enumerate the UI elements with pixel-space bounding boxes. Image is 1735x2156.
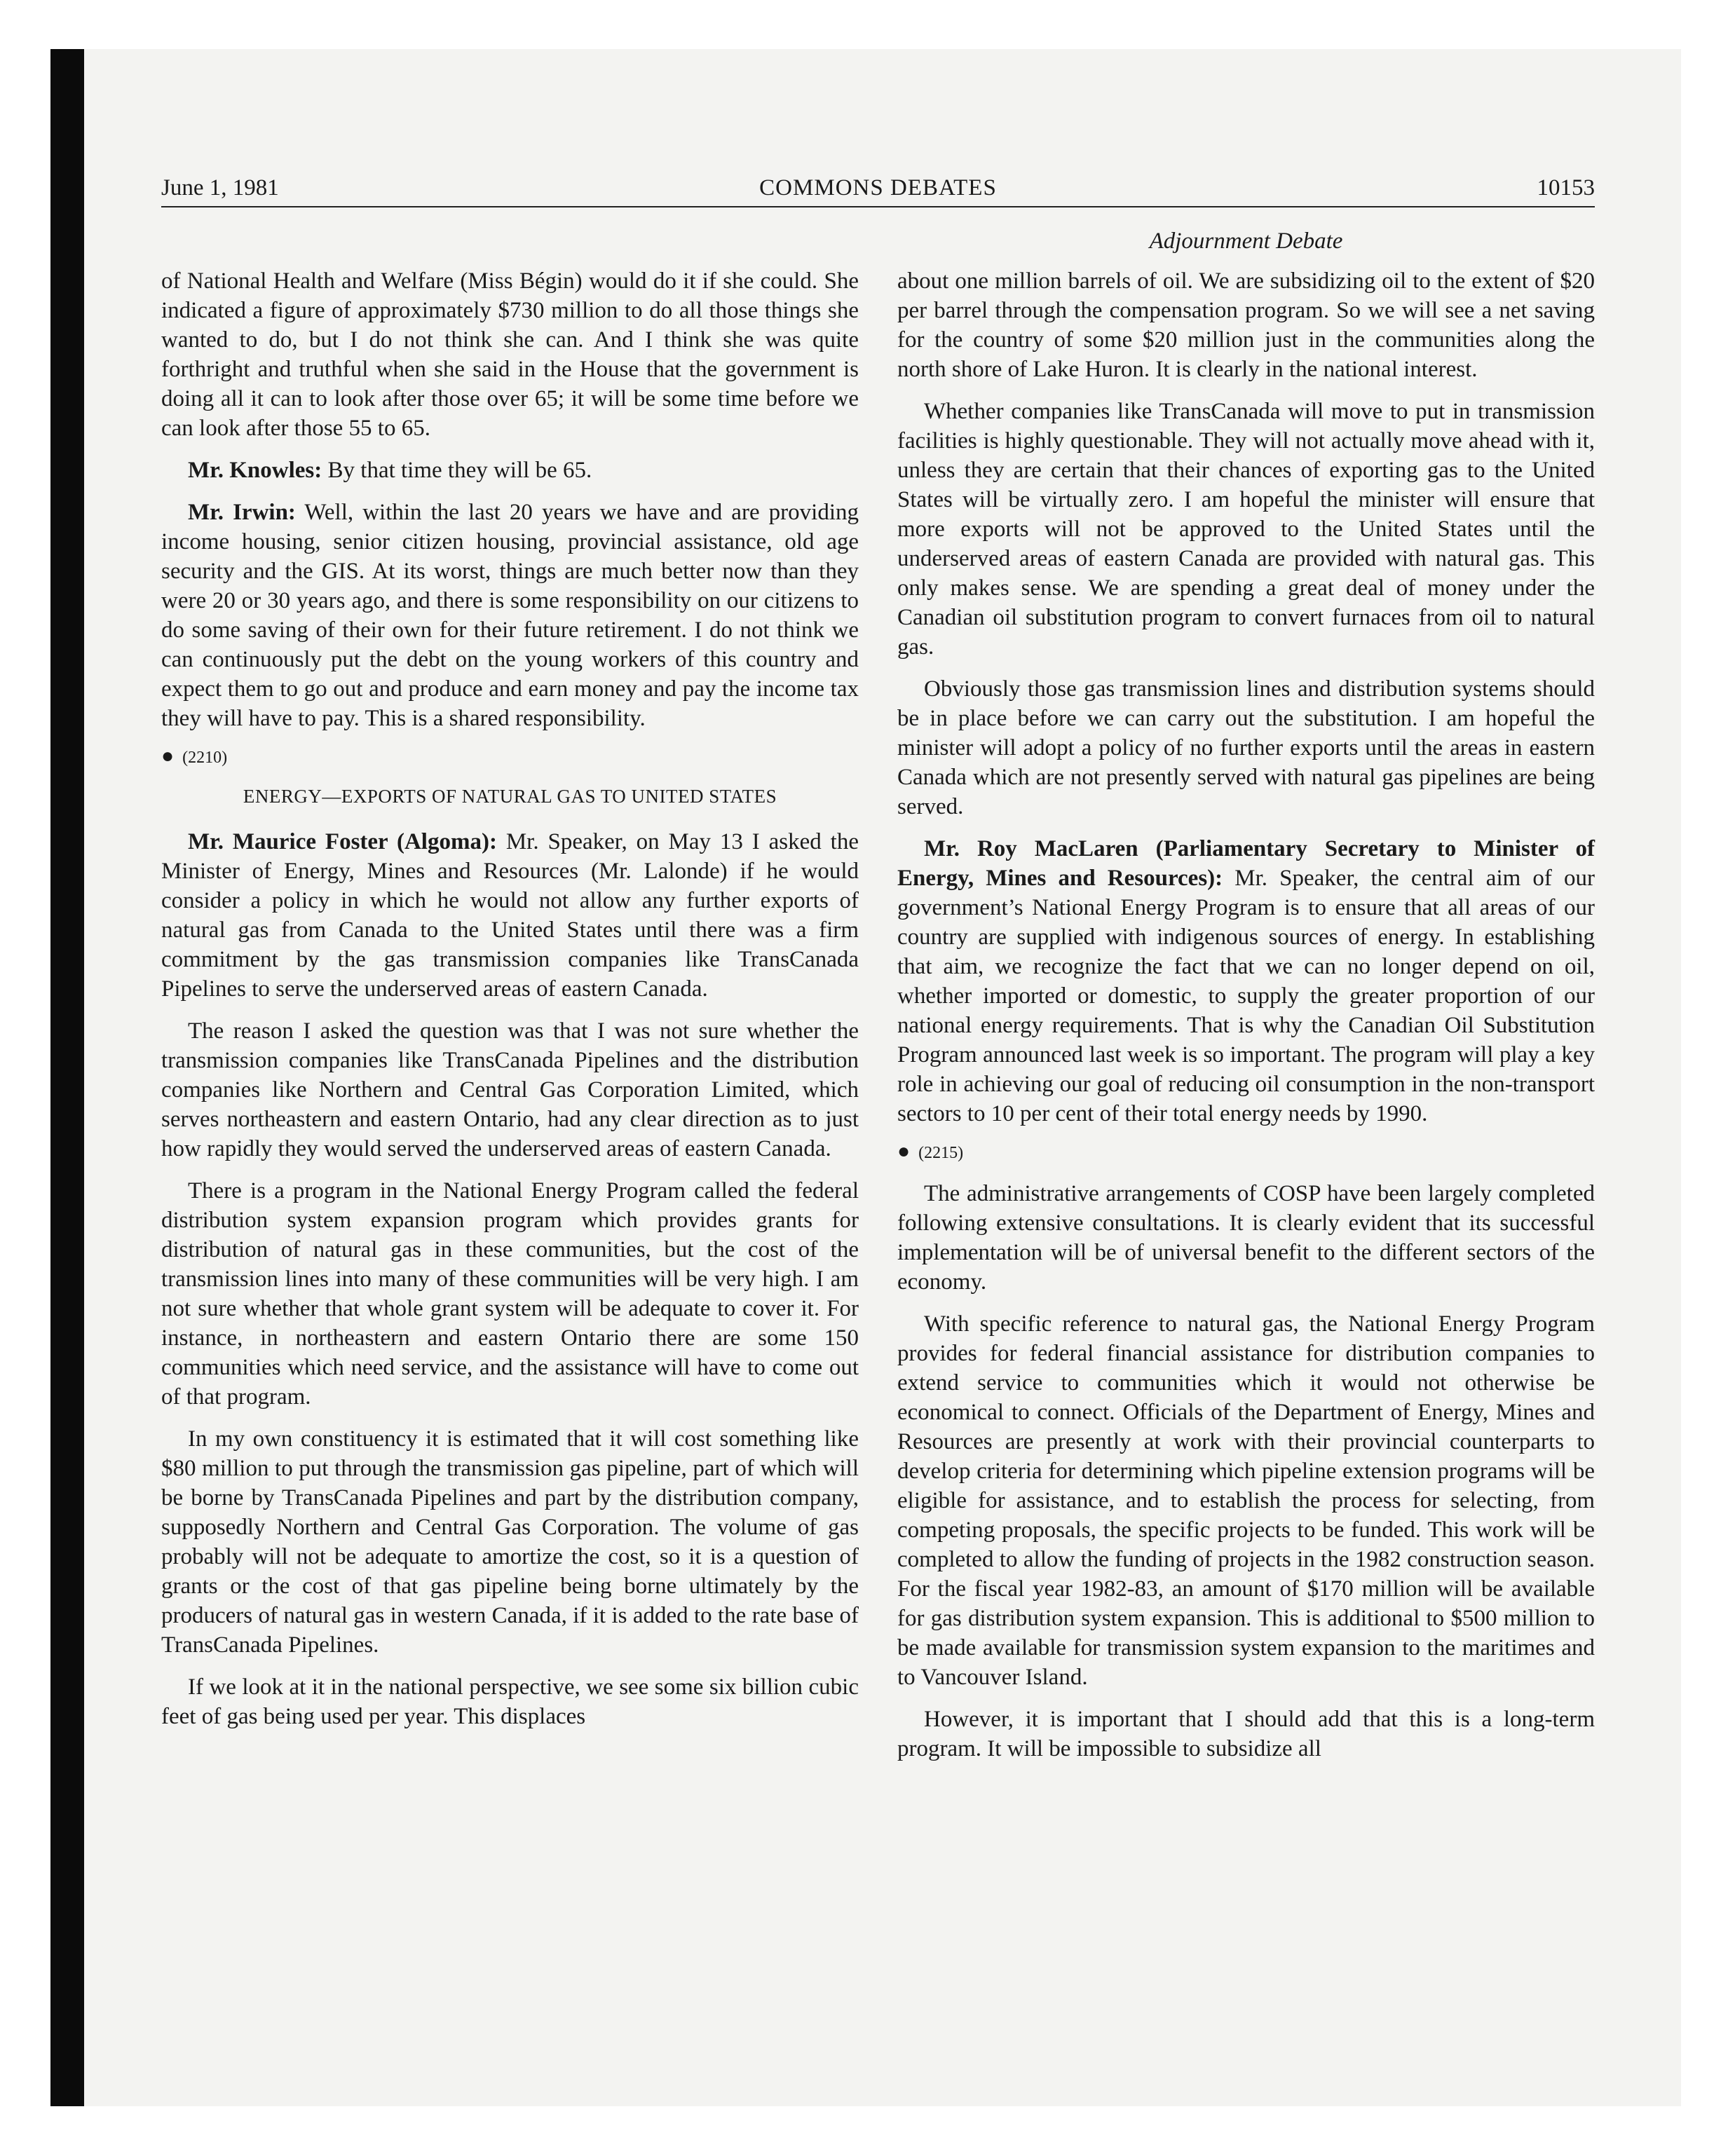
header-publication: COMMONS DEBATES (759, 175, 997, 200)
paragraph: However, it is important that I should add that this is a long-term program. It will be impossible to subsidize all (897, 1707, 1595, 1761)
paragraph: Obviously those gas transmission lines and distribution systems should be in place before we can carry out the substitution. I am hopeful the minister will adopt a policy of no further exports until the areas in eastern Canada which are not presently served with natural gas pipelines are being served. (897, 676, 1595, 819)
bullet-icon: ● (897, 1140, 911, 1163)
paragraph: about one million barrels of oil. We are subsidizing oil to the extent of $20 per barrel through the compensation program. So we will see a net saving for the country of some $20 million just in the communities along the north shore of Lake Huron. It is clearly in the national interest. (897, 268, 1595, 382)
paragraph (161, 827, 859, 1004)
speech-text: Mr. Speaker, on May 13 I asked the Minister of Energy, Mines and Resources (Mr. Lalonde) if he would consider a policy in which he would not allow any further exports of natural gas from Canada to the United States until there was a firm commitment by the gas transmission companies like TransCanada Pipelines to serve the underserved areas of eastern Canada. (161, 829, 859, 1002)
time-marker-text: (2215) (918, 1144, 964, 1162)
paragraph: The reason I asked the question was that I was not sure whether the transmission companies like TransCanada Pipelines and the distribution companies like Northern and Central Gas Corporation Limited, which serves northeastern and eastern Ontario, had any clear direction as to just how rapidly they would served the underserved areas of eastern Canada. (161, 1018, 859, 1161)
paragraph: Whether companies like TransCanada will move to put in transmission facilities is highly questionable. They will not actually move ahead with it, unless they are certain that their chances of exporting gas to the United States will be virtually zero. I am hopeful the minister will ensure that more exports will not be approved to the United States until the underserved areas of eastern Canada are provided with natural gas. This only makes sense. We are spending a great deal of money under the Canadian oil substitution program to convert furnaces from oil to natural gas. (897, 399, 1595, 660)
paragraph: There is a program in the National Energy Program called the federal distribution system expansion program which provides grants for distribution of natural gas in these communities, but the cost of the transmission lines into many of these communities will be very high. I am not sure whether that whole grant system will be adequate to cover it. For instance, in northeastern and eastern Ontario there are some 150 communities which need service, and the assistance will have to come out of that program. (161, 1178, 859, 1410)
bullet-icon: ● (161, 744, 175, 767)
paragraph: If we look at it in the national perspective, we see some six billion cubic feet of gas being used per year. This displaces (161, 1674, 859, 1729)
speech-text: Mr. Speaker, the central aim of our government’s National Energy Program is to ensure that all areas of our country are supplied with indigenous sources of energy. In establishing that aim, we recognize the fact that we can no longer depend on oil, whether imported or domestic, to supply the greater proportion of our national energy requirements. That is why the Canadian Oil Substitution Program announced last week is so important. The program will play a key role in achieving our goal of reducing oil consumption in the non-transport sectors to 10 per cent of their total energy needs by 1990. (897, 866, 1595, 1126)
paragraph: of National Health and Welfare (Miss Bégin) would do it if she could. She indicated a figure of approximately $730 million to do all those things she wanted to do, but I do not think she can. And I think she was quite forthright and truthful when she said in the House that the government is doing all it can to look after those over 65; it will be some time before we can look after those 55 to 65. (161, 268, 859, 441)
speaker-name: Mr. Knowles: (188, 458, 322, 483)
speaker-name: Mr. Maurice Foster (Algoma): (188, 829, 497, 854)
header-date: June 1, 1981 (161, 175, 279, 200)
paragraph (161, 498, 859, 733)
speaker-name: Mr. Irwin: (188, 500, 296, 525)
scan-border (50, 49, 84, 2106)
speech-text: Well, within the last 20 years we have and are providing income housing, senior citizen housing, provincial assistance, old age security and the GIS. At its worst, things are much better now than they were 20 or 30 years ago, and there is some responsibility on our citizens to do some saving of their own for their future retirement. I do not think we can continuously put the debt on the young workers of this country and expect them to go out and produce and earn money and pay the income tax they will have to pay. This is a shared responsibility. (161, 500, 859, 731)
section-label: Adjournment Debate (1149, 228, 1343, 254)
paragraph: In my own constituency it is estimated that it will cost something like $80 million to put through the transmission gas pipeline, part of which will be borne by TransCanada Pipelines and part by the distribution company, supposedly Northern and Central Gas Corporation. The volume of gas probably will not be adequate to amortize the cost, so it is a question of grants or the cost of that gas pipeline being borne ultimately by the producers of natural gas in western Canada, if it is added to the rate base of TransCanada Pipelines. (161, 1426, 859, 1658)
paragraph: The administrative arrangements of COSP have been largely completed following extensive consultations. It is clearly evident that its successful implementation will be of universal benefit to the different sectors of the economy. (897, 1181, 1595, 1295)
speaker-name: Mr. Roy MacLaren (Parliamentary Secretary to Minister of Energy, Mines and Resources): (897, 836, 1595, 891)
header-page-number: 10153 (1537, 175, 1595, 200)
speech-text: By that time they will be 65. (322, 458, 592, 483)
section-heading: ENERGY—EXPORTS OF NATURAL GAS TO UNITED STATES (243, 786, 777, 807)
time-marker-text: (2210) (182, 749, 228, 767)
running-header (161, 172, 1595, 207)
paragraph (897, 834, 1595, 1128)
paragraph (161, 456, 859, 485)
paragraph: With specific reference to natural gas, the National Energy Program provides for federal financial assistance for distribution companies to extend service to communities which it would not otherwise be economical to connect. Officials of the Department of Energy, Mines and Resources are presently at work with their provincial counterparts to develop criteria for determining which pipeline extension programs will be eligible for assistance, and to establish the process for selecting, from competing proposals, the specific projects to be funded. This work will be completed to allow the funding of projects in the 1982 construction season. For the fiscal year 1982-83, an amount of $170 million will be available for gas distribution system expansion. This is additional to $500 million to be made available for transmission system expansion to the maritimes and to Vancouver Island. (897, 1311, 1595, 1690)
time-marker (161, 746, 859, 768)
time-marker (897, 1141, 1595, 1164)
right-column (897, 266, 1595, 1776)
left-column (161, 266, 859, 1744)
